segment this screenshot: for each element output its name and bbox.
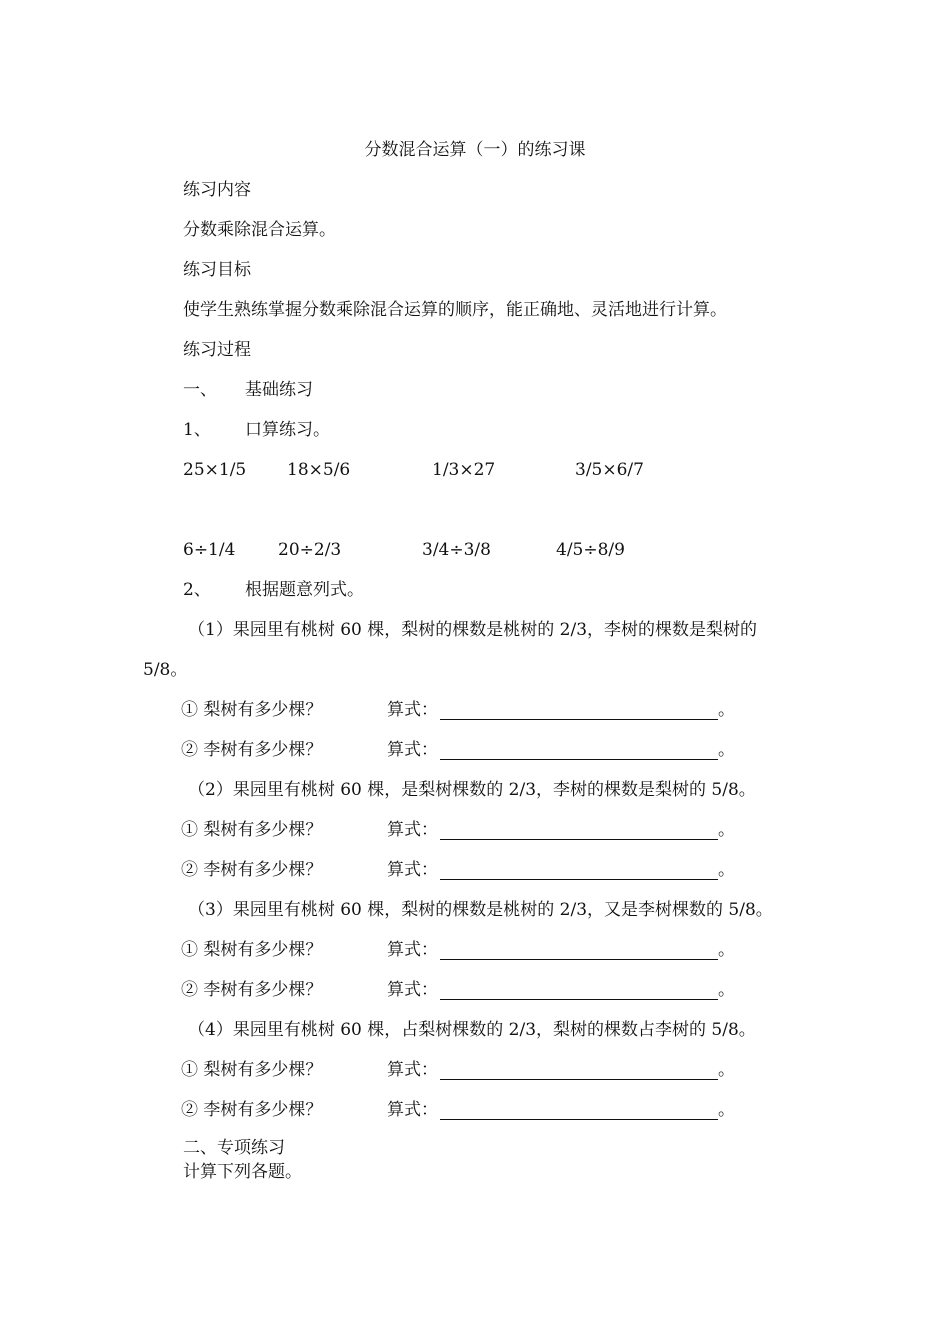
oral-expression: 1/3×27	[432, 460, 496, 480]
formula-label: 算式：	[387, 980, 438, 1000]
problem-1-text-cont: 5/8。	[143, 660, 188, 680]
formula-label: 算式：	[387, 860, 438, 880]
question-text: ① 梨树有多少棵？	[181, 1060, 323, 1080]
process-heading: 练习过程	[183, 340, 251, 360]
part2-heading: 二、专项练习	[183, 1138, 285, 1158]
formula-end: 。	[718, 980, 735, 1000]
oral-expression: 4/5÷8/9	[556, 540, 625, 560]
question-text: ② 李树有多少棵？	[181, 860, 323, 880]
formula-end: 。	[718, 820, 735, 840]
question-text: ② 李树有多少棵？	[181, 740, 323, 760]
formula-label: 算式：	[387, 940, 438, 960]
formula-label: 算式：	[387, 1060, 438, 1080]
oral-expression: 3/5×6/7	[575, 460, 644, 480]
formula-end: 。	[718, 700, 735, 720]
oral-expression: 3/4÷3/8	[422, 540, 491, 560]
item2-label: 根据题意列式。	[245, 580, 364, 600]
formula-label: 算式：	[387, 820, 438, 840]
oral-expression: 25×1/5	[183, 460, 247, 480]
oral-expression: 18×5/6	[287, 460, 351, 480]
answer-blank[interactable]	[440, 982, 718, 1000]
item1-number: 1、	[183, 420, 211, 440]
problem-3-text: （3）果园里有桃树 60 棵，梨树的棵数是桃树的 2/3，又是李树棵数的 5/8。	[188, 900, 773, 920]
answer-blank[interactable]	[440, 742, 718, 760]
content-text: 分数乘除混合运算。	[183, 220, 336, 240]
answer-blank[interactable]	[440, 942, 718, 960]
formula-end: 。	[718, 1060, 735, 1080]
problem-4-text: （4）果园里有桃树 60 棵，占梨树棵数的 2/3，梨树的棵数占李树的 5/8。	[188, 1020, 756, 1040]
formula-end: 。	[718, 740, 735, 760]
formula-label: 算式：	[387, 700, 438, 720]
answer-blank[interactable]	[440, 702, 718, 720]
answer-blank[interactable]	[440, 862, 718, 880]
part1-label: 基础练习	[245, 380, 313, 400]
question-text: ① 梨树有多少棵？	[181, 700, 323, 720]
problem-2-text: （2）果园里有桃树 60 棵，是梨树棵数的 2/3，李树的棵数是梨树的 5/8。	[188, 780, 756, 800]
formula-label: 算式：	[387, 740, 438, 760]
part1-number: 一、	[183, 380, 217, 400]
question-text: ② 李树有多少棵？	[181, 980, 323, 1000]
item1-label: 口算练习。	[245, 420, 330, 440]
formula-end: 。	[718, 860, 735, 880]
question-text: ① 梨树有多少棵？	[181, 820, 323, 840]
formula-end: 。	[718, 1100, 735, 1120]
answer-blank[interactable]	[440, 822, 718, 840]
goal-text: 使学生熟练掌握分数乘除混合运算的顺序，能正确地、灵活地进行计算。	[183, 300, 727, 320]
question-text: ② 李树有多少棵？	[181, 1100, 323, 1120]
page-title: 分数混合运算（一）的练习课	[364, 140, 586, 160]
answer-blank[interactable]	[440, 1102, 718, 1120]
formula-end: 。	[718, 940, 735, 960]
content-heading: 练习内容	[183, 180, 251, 200]
formula-label: 算式：	[387, 1100, 438, 1120]
goal-heading: 练习目标	[183, 260, 251, 280]
answer-blank[interactable]	[440, 1062, 718, 1080]
oral-expression: 20÷2/3	[278, 540, 342, 560]
item2-number: 2、	[183, 580, 211, 600]
question-text: ① 梨树有多少棵？	[181, 940, 323, 960]
oral-expression: 6÷1/4	[183, 540, 236, 560]
problem-1-text: （1）果园里有桃树 60 棵，梨树的棵数是桃树的 2/3，李树的棵数是梨树的	[188, 620, 758, 640]
part2-text: 计算下列各题。	[183, 1162, 302, 1182]
